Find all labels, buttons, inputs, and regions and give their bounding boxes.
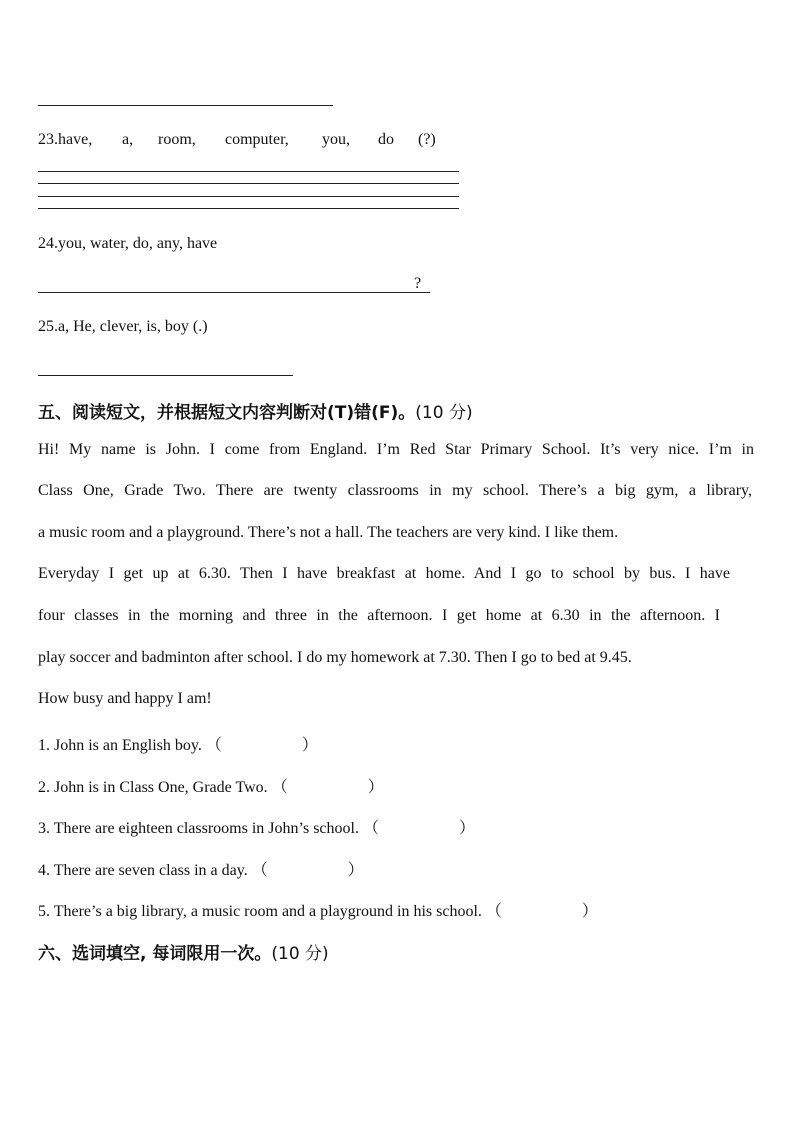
q23-word-4: computer, [225,131,289,148]
question-24 [38,234,217,254]
answer-paren-close: ） [367,779,384,796]
answer-line-25[interactable] [38,375,293,376]
question-24-words: you, water, do, any, have [58,235,218,252]
answer-line-22[interactable] [38,105,333,106]
question-23 [38,130,92,150]
judge-question-text: 2. John is in Class One, Grade Two. [38,779,268,796]
q23-word-5: you, [322,131,350,148]
section-5-title [38,398,473,423]
q23-word-6: do [378,131,394,148]
answer-paren-close: ） [347,862,364,879]
answer-paren-open: （ [251,862,268,879]
passage-line-3: a music room and a playground. There’s not a hall. The teachers are very kind. I like them. [38,524,619,541]
q23-word-3: room, [158,131,196,148]
judge-question-text: 5. There’s a big library, a music room and a playground in his school. [38,903,482,920]
section-5-score: (10 分) [415,403,473,423]
answer-paren-close: ） [581,903,598,920]
judge-question-3 [38,815,475,838]
q23-word-7: (?) [418,131,436,148]
question-23-number: 23. [38,131,58,148]
section-6-score: (10 分) [271,944,329,964]
answer-paren-open: （ [205,737,222,754]
answer-paren-close: ） [458,820,475,837]
passage-line-5: four classes in the morning and three in the afternoon. I get home at 6.30 in the afternoon. I [38,607,720,624]
section-5-title-text: 五、阅读短文，并根据短文内容判断对(T)错(F)。 [38,403,416,423]
judge-question-4 [38,857,364,880]
section-6-title [38,939,329,964]
judge-question-1 [38,732,318,755]
passage-line-2: Class One, Grade Two. There are twenty classrooms in my school. There’s a big gym, a library, [38,482,752,499]
answer-line-23a[interactable] [38,171,459,172]
answer-paren-close: ） [301,737,318,754]
question-25 [38,317,208,337]
passage-line-1: Hi! My name is John. I come from England. I’m Red Star Primary School. It’s very nice. I’m in [38,441,754,458]
question-24-end-mark: ? [414,275,422,292]
question-25-number: 25. [38,318,58,335]
answer-line-23d[interactable] [38,208,459,209]
q23-word-1: have, [58,131,93,148]
answer-line-23b[interactable] [38,183,459,184]
passage-line-4: Everyday I get up at 6.30. Then I have breakfast at home. And I go to school by bus. I have [38,565,730,582]
question-24-number: 24. [38,235,58,252]
passage-line-6: play soccer and badminton after school. I do my homework at 7.30. Then I go to bed at 9.45. [38,649,632,666]
judge-question-5 [38,898,598,921]
q23-word-2: a, [122,131,134,148]
judge-question-text: 3. There are eighteen classrooms in John’s school. [38,820,359,837]
passage-line-7: How busy and happy I am! [38,690,212,707]
judge-question-2 [38,774,384,797]
judge-question-text: 1. John is an English boy. [38,737,202,754]
answer-line-23c[interactable] [38,196,459,197]
answer-paren-open: （ [362,820,379,837]
question-25-words: a, He, clever, is, boy (.) [58,318,208,335]
answer-paren-open: （ [485,903,502,920]
section-6-title-text: 六、选词填空, 每词限用一次。 [38,944,272,964]
answer-paren-open: （ [271,779,288,796]
answer-line-24[interactable] [38,292,430,293]
judge-question-text: 4. There are seven class in a day. [38,862,248,879]
